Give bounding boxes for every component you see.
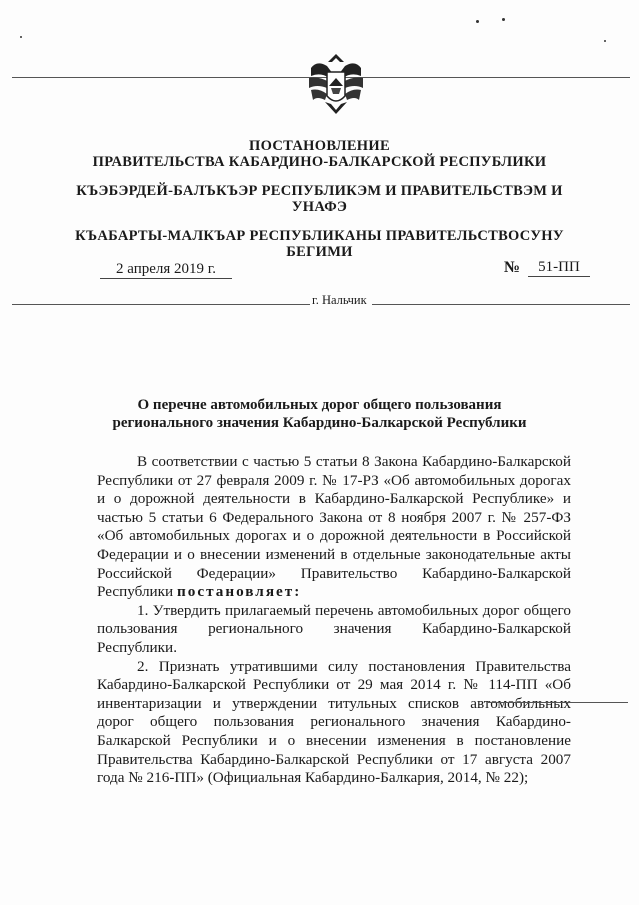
number-sign: № — [504, 259, 521, 276]
decree-keyword: постановляет: — [177, 583, 302, 601]
scan-speck — [604, 40, 606, 42]
preamble-text: В соответствии с частью 5 статьи 8 Закона Кабардино-Балкарской Республики от 27 февраля 2009 г. № 17-РЗ «Об автомобильных дорогах и о дорожной деятельности в Кабардино-Балкарской Республике» и частью 5 статьи 6 Федерального Закона от 8 ноября 2007 г. № 257-ФЗ «Об автомобильных дорогах и о дорожной деятельности в Российской Федерации и о внесении изменений в отдельные законодательные акты Российской Федерации» Правительство Кабардино-Балкарской Республики — [97, 453, 571, 601]
scan-speck — [20, 36, 22, 38]
city-name: г. Нальчик — [312, 293, 367, 307]
decree-number: 51-ПП — [528, 259, 590, 277]
scan-speck — [476, 20, 479, 23]
city-rule-right — [372, 304, 630, 305]
decree-heading: ПОСТАНОВЛЕНИЕ — [249, 138, 390, 154]
document-title-line1: О перечне автомобильных дорог общего пользования — [137, 397, 502, 413]
government-name-kbd-line1: КЪЭБЭРДЕЙ-БАЛЪКЪЭР РЕСПУБЛИКЭМ И ПРАВИТЕЛЬСТВЭМ И — [76, 183, 563, 199]
government-name-kbd-line2: УНАФЭ — [291, 199, 348, 215]
coat-of-arms-icon — [303, 48, 369, 118]
government-name-krc-line1: КЪАБАРТЫ-МАЛКЪАР РЕСПУБЛИКАНЫ ПРАВИТЕЛЬСТВОСУНУ — [75, 228, 564, 244]
scan-line-artifact — [488, 702, 628, 703]
item-1-paragraph: 1. Утвердить прилагаемый перечень автомобильных дорог общего пользования регионального значения Кабардино-Балкарской Республики. — [97, 601, 571, 656]
document-body — [97, 453, 571, 788]
document-title-line2: регионального значения Кабардино-Балкарской Республики — [112, 415, 527, 431]
government-name-krc-line2: БЕГИМИ — [286, 244, 353, 260]
decree-date: 2 апреля 2019 г. — [100, 261, 232, 279]
item-2-paragraph: 2. Признать утратившими силу постановления Правительства Кабардино-Балкарской Республики от 29 мая 2014 г. № 114-ПП «Об инвентаризации и утверждении титульных списков автомобильных дорог общего пользования регионального значения Кабардино-Балкарской Республики и о внесении изменения в постановление Правительства Кабардино-Балкарской Республики от 17 августа 2007 года № 216-ПП» (Официальная Кабардино-Балкария, 2014, № 22); — [97, 657, 571, 787]
scan-speck — [502, 18, 505, 21]
government-name-ru: ПРАВИТЕЛЬСТВА КАБАРДИНО-БАЛКАРСКОЙ РЕСПУБЛИКИ — [92, 154, 547, 170]
city-rule-left — [12, 304, 310, 305]
preamble-paragraph — [97, 453, 571, 602]
